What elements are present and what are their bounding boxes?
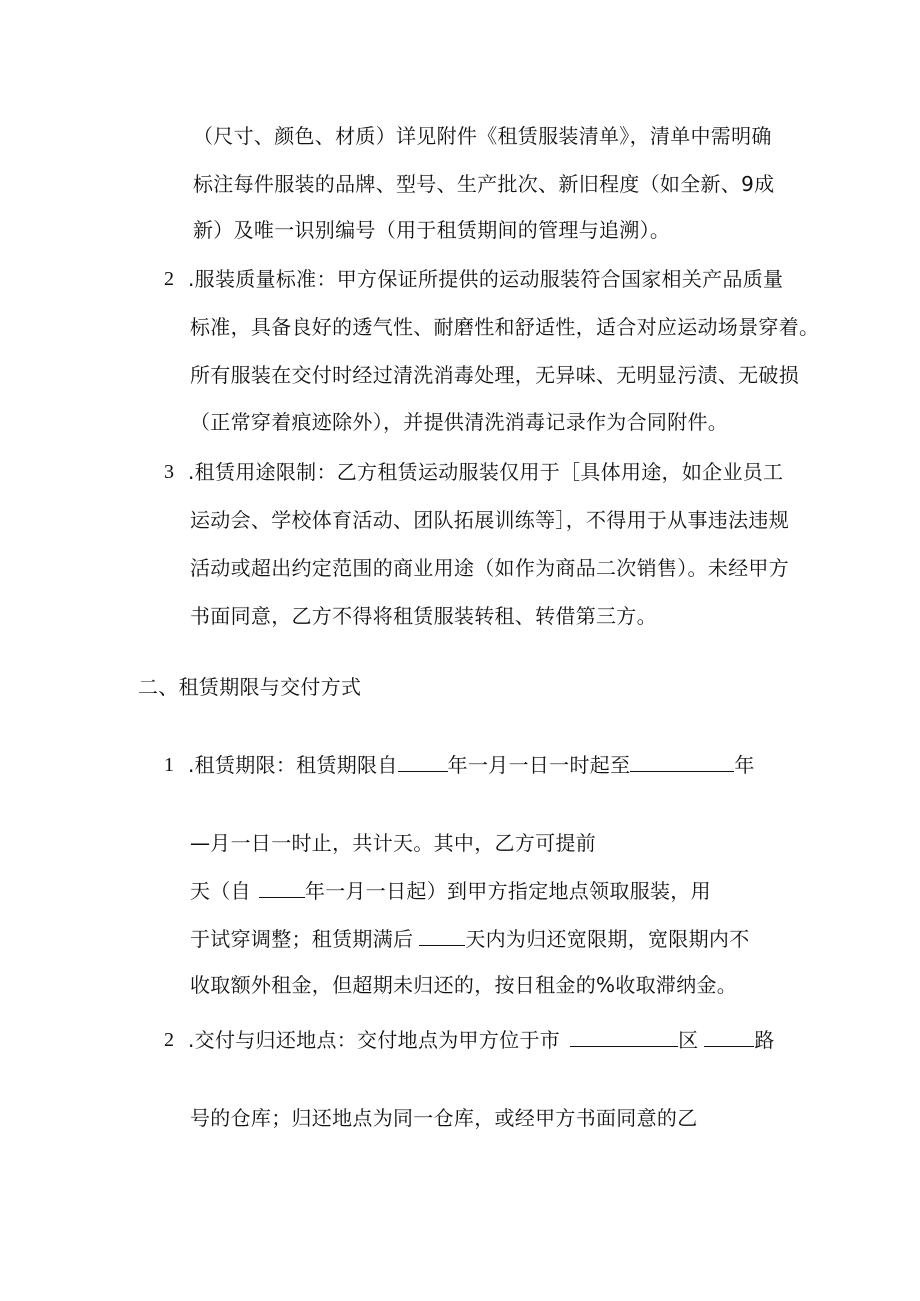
fill-blank: [704, 1026, 754, 1047]
list-number: 1: [164, 754, 174, 776]
text-line: [190, 877, 711, 905]
text-segment: 年一月一日起）到甲方指定地点领取服装，用: [304, 879, 711, 903]
list-number: 2: [164, 268, 174, 290]
text-line: 新）及唯一识别编号（用于租赁期间的管理与追溯）。: [193, 218, 671, 242]
text-segment: 年一月一日一时起至: [447, 753, 631, 777]
fill-blank: [630, 751, 734, 772]
text-line: 号的仓库；归还地点为同一仓库，或经甲方书面同意的乙: [190, 1106, 698, 1130]
text-line: —月一日一时止，共计天。其中，乙方可提前: [190, 831, 596, 855]
text-line: 标准，具备良好的透气性、耐磨性和舒适性，适合对应运动场景穿着。: [190, 315, 820, 339]
text-segment: 路: [754, 1028, 775, 1052]
text-segment: 天（自: [190, 879, 251, 903]
text-line: .服装质量标准：甲方保证所提供的运动服装符合国家相关产品质量: [188, 267, 784, 291]
text-line: （正常穿着痕迹除外），并提供清洗消毒记录作为合同附件。: [190, 410, 729, 434]
list-number: 2: [164, 1029, 174, 1051]
text-line: 所有服装在交付时经过清洗消毒处理，无异味、无明显污渍、无破损: [190, 363, 799, 387]
text-line: 运动会、学校体育活动、团队拓展训练等］，不得用于从事违法违规: [190, 508, 789, 532]
text-line: 书面同意，乙方不得将租赁服装转租、转借第三方。: [190, 604, 657, 628]
text-line: 活动或超出约定范围的商业用途（如作为商品二次销售）。未经甲方: [190, 556, 789, 580]
section-heading: 二、租赁期限与交付方式: [138, 675, 362, 699]
text-line: （尺寸、颜色、材质）详见附件《租赁服装清单》，清单中需明确: [193, 124, 772, 148]
text-segment: 天内为归还宽限期，宽限期内不: [465, 927, 750, 951]
text-segment: 区: [678, 1028, 699, 1052]
text-segment: .交付与归还地点：交付地点为甲方位于市: [188, 1028, 561, 1052]
fill-blank: [259, 877, 305, 898]
text-line: 标注每件服装的品牌、型号、生产批次、新旧程度（如全新、9成: [193, 172, 775, 196]
text-line: [190, 925, 750, 953]
text-line: [188, 1026, 775, 1054]
text-line: .租赁用途限制：乙方租赁运动服装仅用于［具体用途，如企业员工: [188, 460, 784, 484]
fill-blank: [570, 1026, 678, 1047]
fill-blank: [419, 925, 465, 946]
text-line: [188, 751, 755, 779]
fill-blank: [398, 751, 448, 772]
text-line: 收取额外租金，但超期未归还的，按日租金的%收取滞纳金。: [190, 973, 738, 997]
text-segment: 年: [734, 753, 755, 777]
text-segment: 于试穿调整；租赁期满后: [190, 927, 414, 951]
text-segment: .租赁期限：租赁期限自: [188, 753, 398, 777]
list-number: 3: [164, 461, 174, 483]
